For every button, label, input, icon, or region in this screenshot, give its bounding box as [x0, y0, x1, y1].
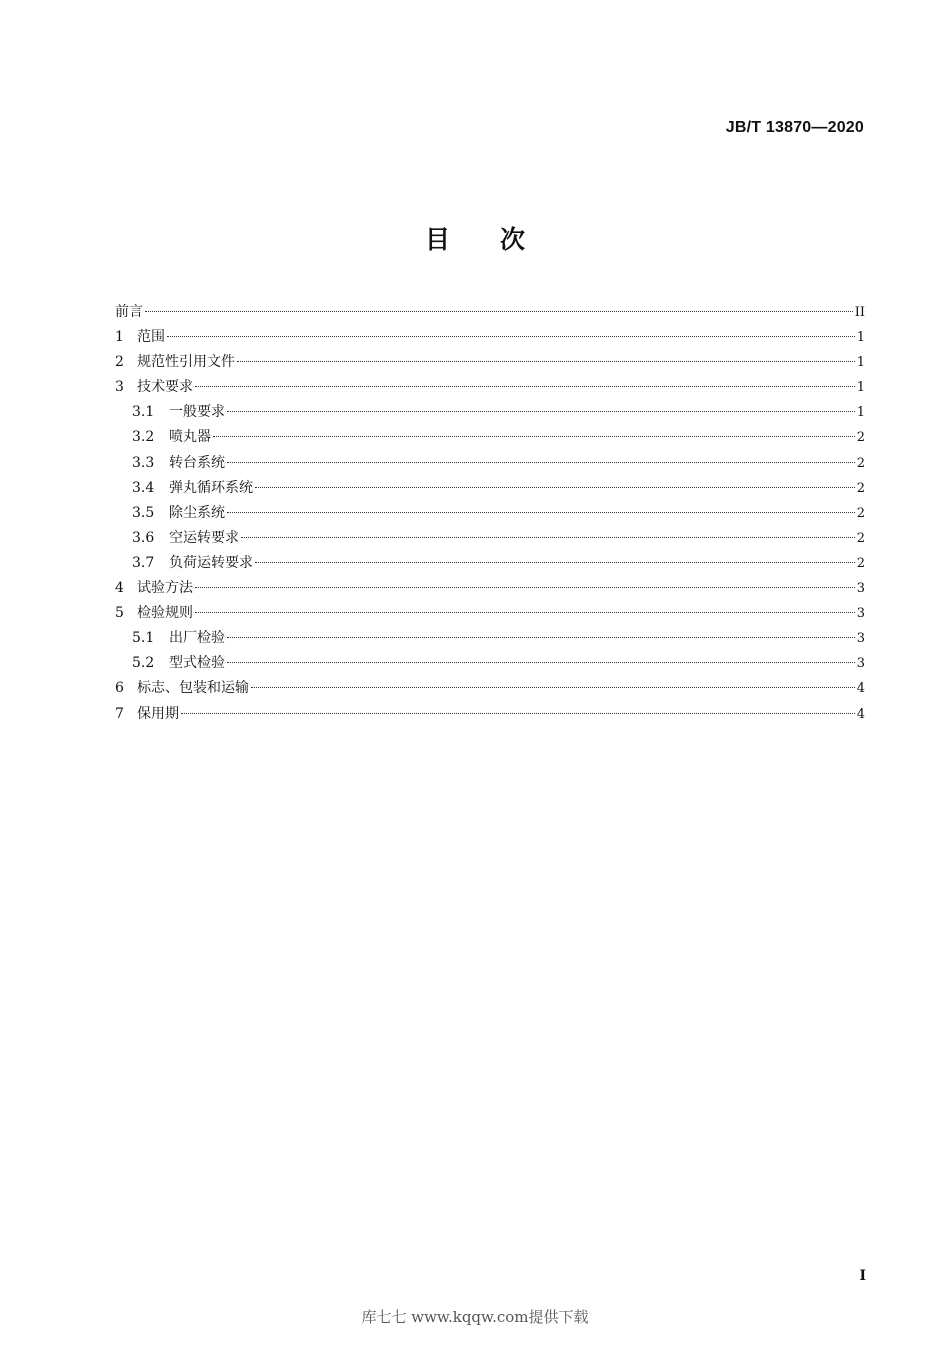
- toc-entry-text: 范围: [137, 329, 165, 346]
- toc-entry-number: 3.3: [132, 454, 155, 471]
- toc-entry-page: 3: [856, 631, 865, 647]
- toc-entry-text: 负荷运转要求: [169, 554, 253, 571]
- toc-entry[interactable]: [115, 325, 865, 350]
- toc-entry-number: 5.1: [132, 630, 155, 647]
- page-title: [0, 220, 950, 256]
- toc-dot-leader: [195, 611, 855, 613]
- toc-entry-number: 3.1: [132, 404, 155, 421]
- toc-entry-number: 3.7: [132, 554, 155, 571]
- toc-entry-page: 2: [856, 430, 865, 446]
- toc-dot-leader: [195, 586, 855, 588]
- toc-entry-text: 技术要求: [137, 379, 193, 396]
- toc-entry[interactable]: [115, 425, 865, 450]
- toc-entry-text: 空运转要求: [169, 529, 239, 546]
- toc-dot-leader: [251, 686, 855, 688]
- toc-entry-number: 3.2: [132, 429, 155, 446]
- toc-entry-text: 标志、包装和运输: [137, 680, 249, 697]
- toc-entry-text: 喷丸器: [169, 429, 211, 446]
- toc-entry[interactable]: [115, 551, 865, 576]
- toc-entry-number: 3: [115, 379, 124, 396]
- toc-entry[interactable]: [115, 576, 865, 601]
- table-of-contents: [115, 300, 865, 727]
- toc-dot-leader: [237, 360, 855, 362]
- standard-number: JB/T 13870—2020: [725, 119, 864, 136]
- toc-entry[interactable]: [115, 476, 865, 501]
- toc-entry-page: 1: [856, 405, 865, 421]
- page-number: I: [859, 1268, 866, 1284]
- toc-entry[interactable]: [115, 501, 865, 526]
- toc-entry-text: 保用期: [137, 705, 179, 722]
- page-title-char-2: 次: [500, 225, 526, 254]
- toc-dot-leader: [241, 536, 855, 538]
- toc-entry-page: 3: [856, 606, 865, 622]
- toc-entry-number: 4: [115, 580, 124, 597]
- toc-dot-leader: [181, 712, 855, 714]
- toc-entry-page: 2: [856, 530, 865, 546]
- toc-entry-page: 2: [856, 455, 865, 471]
- toc-entry-number: 3.6: [132, 529, 155, 546]
- toc-dot-leader: [227, 636, 855, 638]
- toc-entry-text: 型式检验: [169, 655, 225, 672]
- toc-entry-page: 1: [856, 355, 865, 371]
- toc-entry-number: 3.5: [132, 504, 155, 521]
- toc-dot-leader: [167, 335, 855, 337]
- toc-entry-page: 1: [856, 330, 865, 346]
- toc-dot-leader: [255, 561, 855, 563]
- toc-entry-page: 3: [856, 656, 865, 672]
- footer-watermark: 库七七 www.kqqw.com提供下载: [361, 1308, 589, 1326]
- toc-entry[interactable]: [115, 350, 865, 375]
- toc-entry-number: 6: [115, 680, 124, 697]
- toc-dot-leader: [227, 661, 855, 663]
- toc-entry-number: 5.2: [132, 655, 155, 672]
- toc-entry-text: 一般要求: [169, 404, 225, 421]
- toc-entry[interactable]: [115, 626, 865, 651]
- toc-entry-text: 试验方法: [137, 580, 193, 597]
- toc-entry-text: 出厂检验: [169, 630, 225, 647]
- toc-dot-leader: [227, 461, 855, 463]
- toc-entry[interactable]: [115, 375, 865, 400]
- page-title-char-1: 目: [424, 225, 450, 254]
- toc-entry-page: 2: [856, 555, 865, 571]
- toc-entry[interactable]: [115, 400, 865, 425]
- toc-entry-text: 规范性引用文件: [137, 354, 235, 371]
- toc-entry-page: 2: [856, 480, 865, 496]
- toc-entry-page: 3: [856, 581, 865, 597]
- toc-dot-leader: [255, 486, 855, 488]
- toc-entry[interactable]: [115, 651, 865, 676]
- toc-entry-number: 5: [115, 605, 124, 622]
- toc-entry-number: 2: [115, 354, 124, 371]
- toc-entry-page: 4: [856, 681, 865, 697]
- toc-dot-leader: [227, 410, 855, 412]
- toc-dot-leader: [227, 511, 855, 513]
- toc-entry-number: 3.4: [132, 479, 155, 496]
- toc-entry-page: 1: [856, 380, 865, 396]
- toc-entry-page: 2: [856, 505, 865, 521]
- toc-entry-number: 1: [115, 329, 124, 346]
- toc-entry-text: 检验规则: [137, 605, 193, 622]
- toc-entry[interactable]: [115, 601, 865, 626]
- toc-entry-text: 弹丸循环系统: [169, 479, 253, 496]
- toc-entry[interactable]: [115, 702, 865, 727]
- toc-entry[interactable]: [115, 451, 865, 476]
- toc-dot-leader: [145, 310, 853, 312]
- toc-entry-number: 7: [115, 705, 124, 722]
- toc-entry-page: 4: [856, 706, 865, 722]
- toc-entry[interactable]: [115, 676, 865, 701]
- toc-entry[interactable]: [115, 526, 865, 551]
- toc-entry-text: 前言: [115, 304, 143, 320]
- toc-entry-text: 转台系统: [169, 454, 225, 471]
- toc-dot-leader: [213, 435, 855, 437]
- toc-entry[interactable]: [115, 300, 865, 325]
- toc-entry-page: II: [854, 305, 865, 320]
- toc-entry-text: 除尘系统: [169, 504, 225, 521]
- toc-dot-leader: [195, 385, 855, 387]
